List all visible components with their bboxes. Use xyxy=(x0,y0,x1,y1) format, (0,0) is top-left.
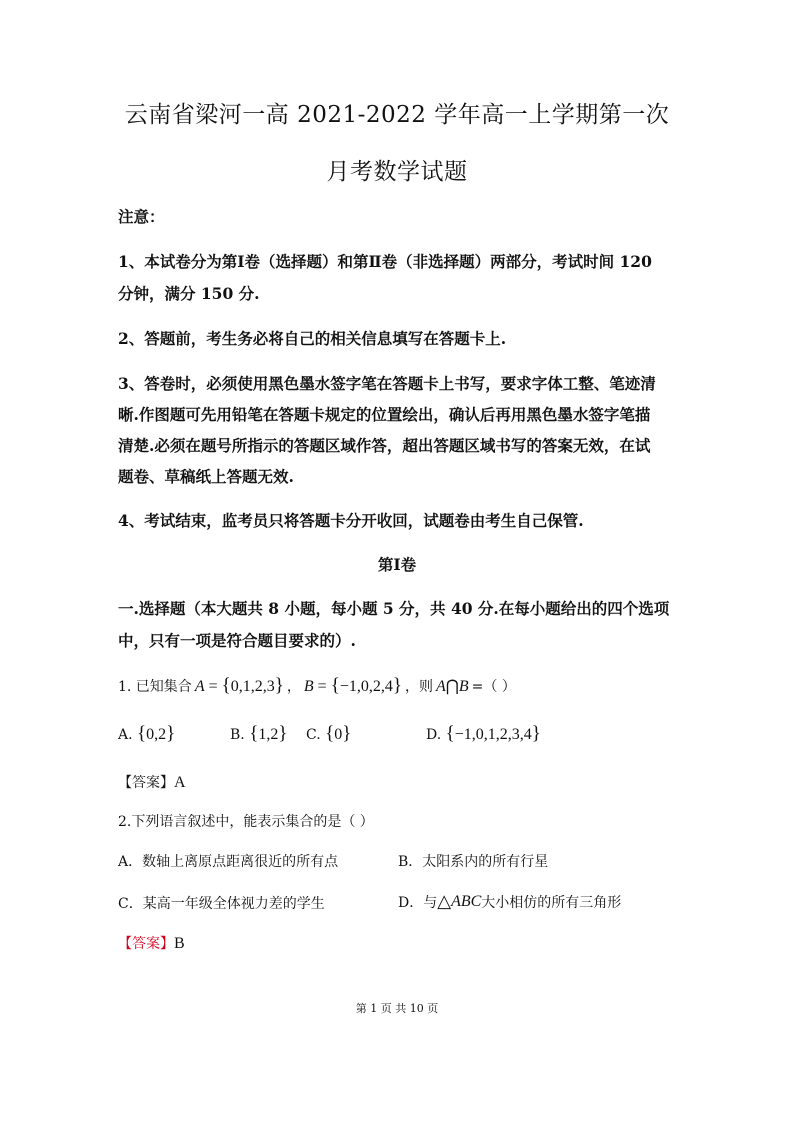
q1-option-c: C. {0} xyxy=(306,723,352,744)
q2-option-d xyxy=(398,891,621,912)
q1-ask-pre: ，则 xyxy=(404,679,433,695)
q1-prefix: 1. 已知集合 xyxy=(118,679,192,695)
question-1-options xyxy=(118,723,541,745)
section-intro-line-1: 一.选择题（本大题共 8 小题，每小题 5 分，共 40 分.在每小题给出的四个选项 xyxy=(118,599,670,618)
q1-ask-a: A xyxy=(435,678,446,695)
note-1-line-2: 分钟，满分 150 分. xyxy=(118,284,260,303)
q1-blank: =（ ） xyxy=(471,679,516,695)
q1-opt-a-value: 0,2 xyxy=(146,726,167,743)
question-2-stem: 2.下列语言叙述中，能表示集合的是（ ） xyxy=(118,814,374,830)
q2-option-a: A．数轴上离原点距离很近的所有点 xyxy=(118,854,339,870)
q2-answer xyxy=(118,933,185,953)
note-2: 2、答题前，考生务必将自己的相关信息填写在答题卡上. xyxy=(118,329,507,348)
q1-opt-d-label: D. xyxy=(426,727,442,743)
q1-set-b-name: B xyxy=(303,678,314,695)
q2-answer-label: 【答案】 xyxy=(118,936,174,952)
question-1-stem: 1. 已知集合 A = {0,1,2,3} ， B = {−1,0,2,4} ，则 A⋂B =（ ） xyxy=(118,675,516,696)
page-title-line2: 月考数学试题 xyxy=(326,159,468,185)
q1-set-a-expr: A = {0,1,2,3} xyxy=(194,675,284,696)
q1-opt-b-label: B. xyxy=(230,727,245,743)
note-3-line-2: 晰.作图题可先用铅笔在答题卡规定的位置绘出，确认后再用黑色墨水签字笔描 xyxy=(118,405,651,424)
q1-opt-d-value: −1,0,1,2,3,4 xyxy=(454,726,532,743)
q1-opt-a-label: A. xyxy=(118,727,133,743)
q1-option-d: D. {−1,0,1,2,3,4} xyxy=(426,723,541,744)
note-3-line-4: 题卷、草稿纸上答题无效. xyxy=(118,467,294,486)
note-3-line-3: 清楚.必须在题号所指示的答题区域作答，超出答题区域书写的答案无效，在试 xyxy=(118,436,651,455)
section-heading: 第Ⅰ卷 xyxy=(377,555,417,574)
q1-answer-value: A xyxy=(174,774,186,791)
q1-option-b: B. {1,2} xyxy=(230,723,288,744)
q2-opt-d-math: ABC xyxy=(451,892,482,910)
q1-set-b-expr: B = {−1,0,2,4} xyxy=(303,675,402,696)
q1-answer xyxy=(118,772,186,792)
q1-set-a: 0,1,2,3 xyxy=(230,678,275,695)
q1-set-a-name: A xyxy=(194,678,205,695)
page-title-line1: 云南省梁河一高 2021-2022 学年高一上学期第一次 xyxy=(124,102,670,128)
q1-opt-c-label: C. xyxy=(306,727,321,743)
q1-ask-b: B xyxy=(458,678,469,695)
q2-option-b: B．太阳系内的所有行星 xyxy=(398,854,549,870)
q1-option-a: A. {0,2} xyxy=(118,723,176,744)
q1-set-b: −1,0,2,4 xyxy=(339,678,393,695)
page-footer: 第 1 页 共 10 页 xyxy=(355,1002,439,1015)
section-intro-line-2: 中，只有一项是符合题目要求的）. xyxy=(118,631,356,650)
note-3-line-1: 3、答卷时，必须使用黑色墨水签字笔在答题卡上书写，要求字体工整、笔迹清 xyxy=(118,374,656,393)
q1-opt-b-value: 1,2 xyxy=(258,726,279,743)
note-1-line-1: 1、本试卷分为第Ⅰ卷（选择题）和第Ⅱ卷（非选择题）两部分，考试时间 120 xyxy=(118,252,652,271)
q1-opt-c-value: 0 xyxy=(334,726,343,743)
q1-intersection: A⋂B xyxy=(435,678,469,695)
q2-answer-value: B xyxy=(174,935,185,952)
q2-opt-d-pre: D．与 xyxy=(398,894,438,911)
notes-heading: 注意： xyxy=(118,207,165,226)
q2-option-c: C．某高一年级全体视力差的学生 xyxy=(118,896,325,912)
q1-answer-label: 【答案】 xyxy=(118,775,174,791)
note-4: 4、考试结束，监考员只将答题卡分开收回，试题卷由考生自己保管. xyxy=(118,511,584,530)
q2-opt-d-triangle: △ xyxy=(437,891,452,911)
q2-opt-d-post: 大小相仿的所有三角形 xyxy=(481,894,622,911)
